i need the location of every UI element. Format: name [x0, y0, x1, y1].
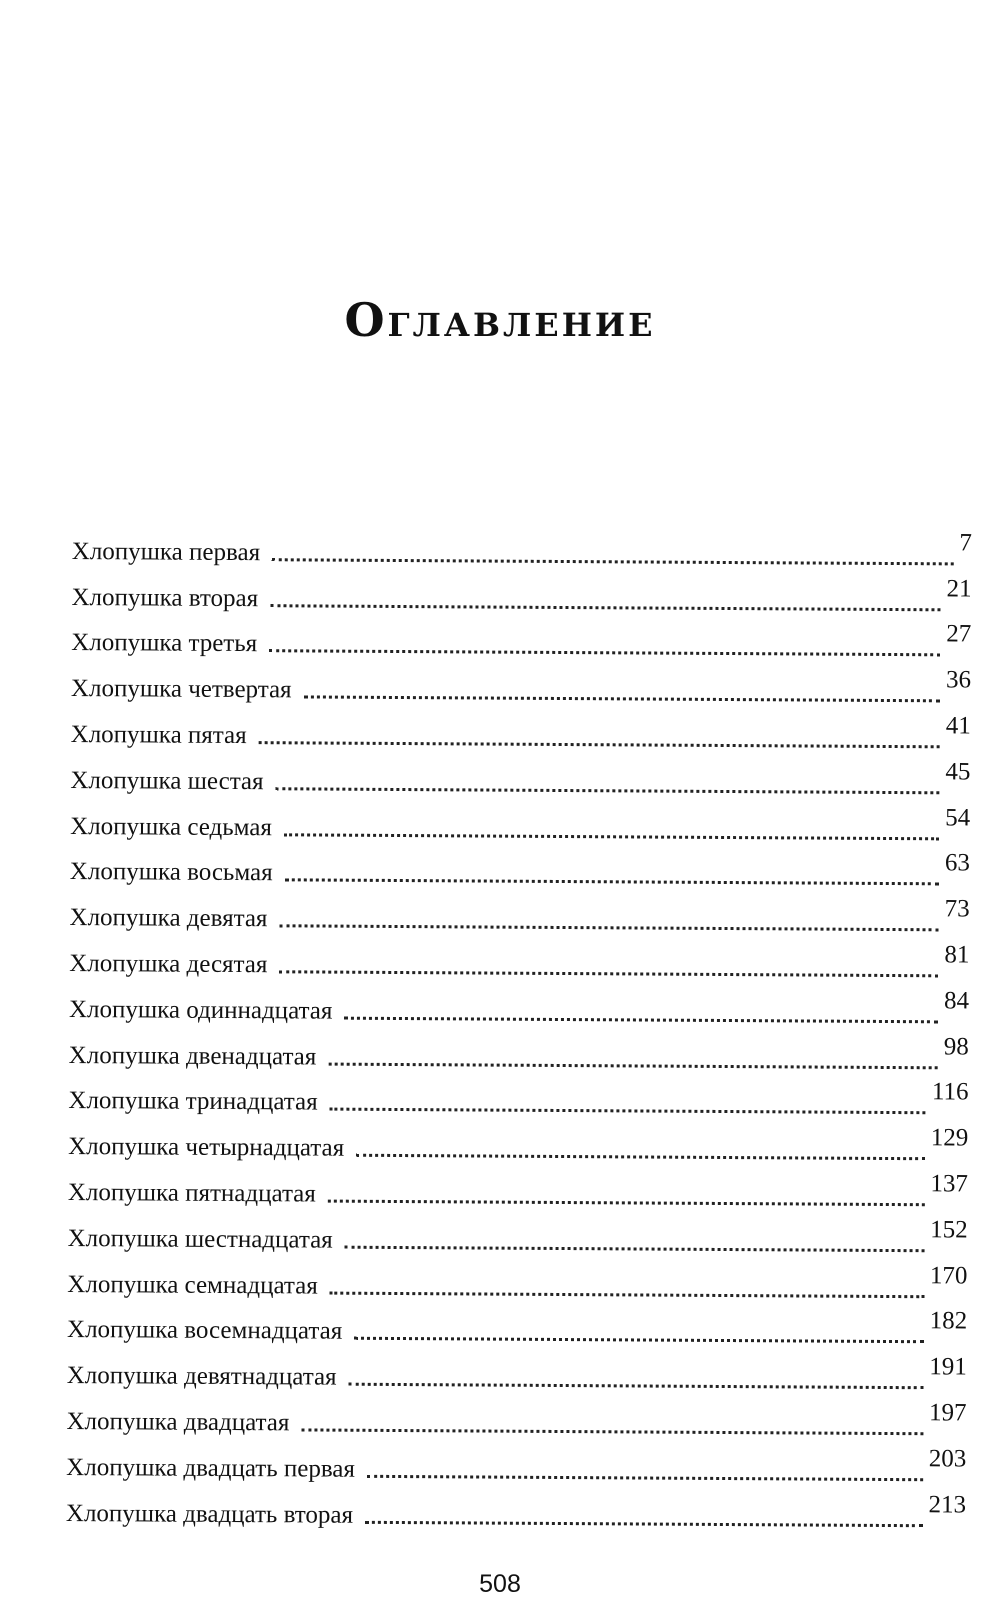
toc-entry-title: Хлопушка пятнадцатая — [67, 1178, 316, 1208]
toc-entry-page: 197 — [928, 1399, 967, 1427]
dot-leader — [272, 558, 953, 565]
page-number: 508 — [479, 1570, 521, 1598]
toc-entry — [68, 1070, 968, 1121]
toc-entry-page: 152 — [930, 1216, 968, 1244]
toc-entry — [69, 886, 969, 937]
toc-entry-title: Хлопушка десятая — [69, 949, 268, 979]
toc-entry — [68, 1115, 968, 1166]
table-of-contents — [66, 520, 972, 1533]
toc-entry-page: 137 — [930, 1170, 969, 1198]
toc-entry-title: Хлопушка семнадцатая — [67, 1270, 318, 1300]
toc-entry-page: 84 — [943, 987, 970, 1015]
toc-entry-page: 27 — [946, 620, 972, 648]
dot-leader — [301, 1428, 923, 1435]
toc-entry-title: Хлопушка третья — [71, 629, 258, 658]
toc-entry — [69, 978, 969, 1029]
dot-leader — [304, 696, 940, 703]
dot-leader — [349, 1383, 924, 1390]
toc-entry-page: 36 — [945, 666, 972, 694]
toc-entry-title: Хлопушка пятая — [70, 720, 247, 750]
toc-entry — [71, 657, 971, 708]
dot-leader — [356, 1154, 924, 1160]
toc-entry-page: 63 — [944, 849, 971, 877]
dot-leader — [279, 970, 938, 977]
dot-leader — [285, 879, 939, 886]
toc-entry — [68, 1161, 968, 1212]
toc-entry-page: 81 — [944, 941, 970, 969]
dot-leader — [270, 604, 940, 611]
dot-leader — [279, 924, 938, 931]
toc-entry-title: Хлопушка шестнадцатая — [67, 1224, 333, 1254]
toc-entry-title: Хлопушка четырнадцатая — [68, 1133, 345, 1162]
toc-entry — [66, 1436, 966, 1487]
dot-leader — [354, 1337, 923, 1343]
dot-leader — [367, 1475, 923, 1481]
toc-entry-page: 203 — [928, 1444, 967, 1473]
toc-entry — [70, 795, 970, 846]
dot-leader — [276, 787, 940, 794]
dot-leader — [344, 1016, 938, 1023]
toc-entry — [71, 612, 971, 663]
toc-entry-page: 191 — [929, 1353, 967, 1381]
toc-entry-title: Хлопушка девятая — [69, 904, 268, 933]
toc-entry-title: Хлопушка первая — [71, 537, 261, 566]
toc-entry — [69, 1024, 969, 1075]
toc-entry-title: Хлопушка двадцать вторая — [65, 1499, 354, 1529]
toc-entry — [70, 749, 970, 800]
toc-entry-page: 73 — [944, 895, 970, 923]
toc-entry-title: Хлопушка тринадцатая — [68, 1087, 318, 1116]
toc-entry-title: Хлопушка двенадцатая — [68, 1041, 317, 1071]
dot-leader — [330, 1108, 926, 1115]
dot-leader — [259, 741, 940, 748]
dot-leader — [345, 1245, 924, 1252]
toc-entry — [70, 841, 970, 892]
toc-entry-title: Хлопушка восемнадцатая — [66, 1316, 343, 1346]
toc-entry-page: 170 — [929, 1261, 968, 1290]
page-title: Оглавление — [344, 292, 656, 347]
toc-entry — [67, 1344, 967, 1395]
toc-entry-title: Хлопушка вторая — [71, 583, 259, 612]
toc-entry-title: Хлопушка одиннадцатая — [68, 995, 333, 1025]
dot-leader — [328, 1062, 937, 1069]
toc-entry-page: 41 — [945, 712, 971, 740]
toc-entry-title: Хлопушка шестая — [70, 766, 264, 795]
toc-entry-title: Хлопушка восьмая — [69, 858, 273, 887]
toc-entry-title: Хлопушка двадцатая — [66, 1407, 290, 1437]
toc-entry — [71, 703, 971, 754]
toc-entry — [67, 1253, 967, 1304]
toc-entry-title: Хлопушка четвертая — [70, 675, 292, 704]
toc-entry-page: 7 — [959, 529, 972, 557]
toc-entry — [66, 1390, 966, 1441]
toc-entry-page: 21 — [946, 574, 972, 603]
toc-entry-page: 129 — [930, 1124, 969, 1152]
toc-entry-page: 213 — [928, 1490, 967, 1519]
toc-entry — [66, 1482, 966, 1533]
toc-entry — [67, 1299, 967, 1350]
dot-leader — [365, 1520, 922, 1526]
toc-entry-title: Хлопушка седьмая — [70, 812, 273, 841]
toc-entry-page: 54 — [945, 803, 971, 832]
dot-leader — [269, 650, 940, 657]
dot-leader — [284, 833, 939, 840]
toc-entry-page: 116 — [931, 1078, 969, 1106]
dot-leader — [330, 1291, 924, 1298]
toc-entry — [68, 1207, 968, 1258]
toc-entry-page: 182 — [929, 1307, 968, 1335]
toc-entry-page: 45 — [945, 758, 971, 786]
toc-entry-title: Хлопушка двадцать первая — [66, 1453, 356, 1483]
toc-entry — [71, 566, 971, 617]
toc-entry-title: Хлопушка девятнадцатая — [66, 1362, 337, 1391]
toc-entry — [72, 520, 972, 571]
toc-entry-page: 98 — [943, 1032, 969, 1061]
toc-entry — [69, 932, 969, 983]
dot-leader — [328, 1200, 925, 1207]
